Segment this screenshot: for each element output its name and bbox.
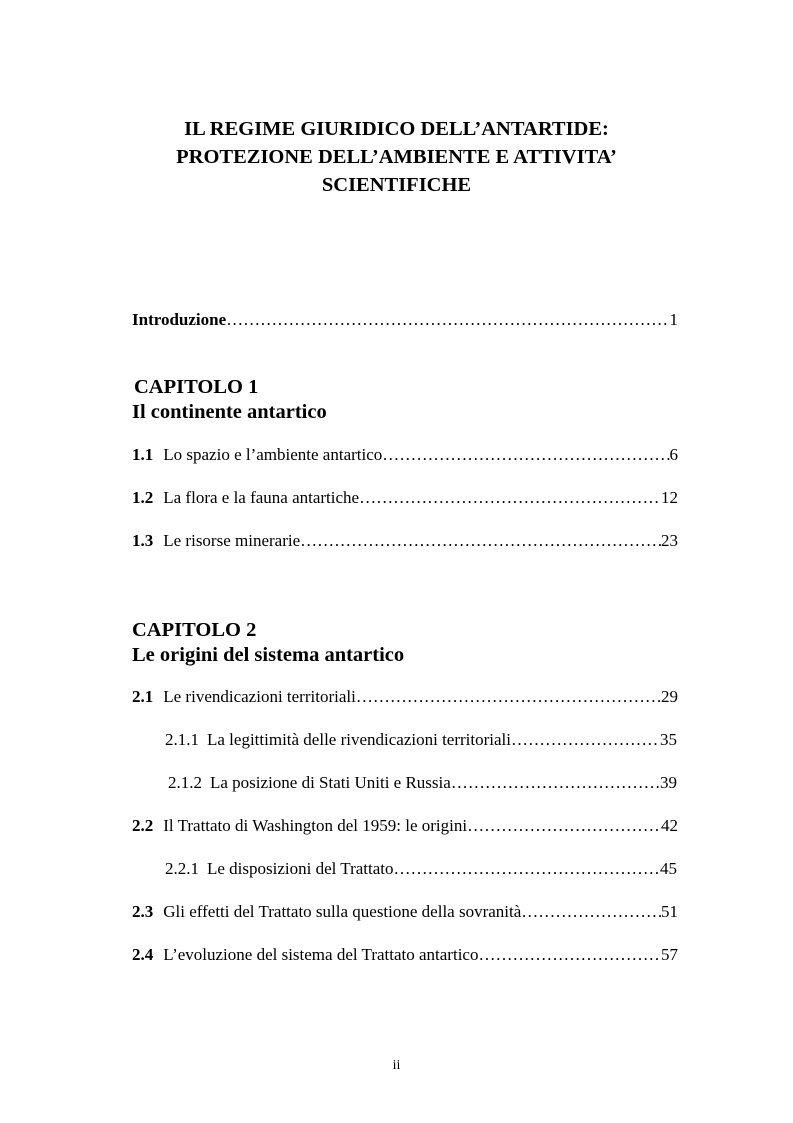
toc-entry-number: 2.1.1 xyxy=(165,730,199,749)
toc-entry-page: 1 xyxy=(669,310,678,329)
toc-entry-page: 12 xyxy=(661,488,678,507)
toc-entry-number: 2.4 xyxy=(132,945,154,964)
toc-leader-dots xyxy=(394,859,660,879)
title-line-1: IL REGIME GIURIDICO DELL’ANTARTIDE: xyxy=(184,118,609,140)
toc-entry-number: 2.1.2 xyxy=(168,773,202,792)
toc-entry[interactable] xyxy=(132,488,678,512)
toc-entry[interactable] xyxy=(132,902,678,926)
toc-entry-number: 1.2 xyxy=(132,488,154,507)
toc-entry-introduzione[interactable] xyxy=(132,310,678,334)
toc-entry-label: La posizione di Stati Uniti e Russia xyxy=(210,773,451,792)
title-line-2: PROTEZIONE DELL’AMBIENTE E ATTIVITA’ xyxy=(176,146,617,168)
toc-leader-dots xyxy=(300,531,661,551)
toc-entry[interactable] xyxy=(132,945,678,969)
toc-entry-page: 6 xyxy=(669,445,678,464)
toc-entry-number: 2.3 xyxy=(132,902,154,921)
toc-entry-page: 45 xyxy=(660,859,677,878)
toc-subentry[interactable] xyxy=(168,773,677,797)
toc-entry-number: 2.1 xyxy=(132,687,154,706)
toc-leader-dots xyxy=(451,773,660,793)
toc-subentry[interactable] xyxy=(165,730,677,754)
toc-entry-label: Gli effetti del Trattato sulla questione della sovranità xyxy=(163,902,522,921)
toc-entry-label: Le rivendicazioni territoriali xyxy=(163,687,356,706)
toc-entry-label: Il Trattato di Washington del 1959: le origini xyxy=(163,816,468,835)
toc-entry-label: La flora e la fauna antartiche xyxy=(163,488,360,507)
toc-leader-dots xyxy=(382,445,669,465)
toc-entry[interactable] xyxy=(132,687,678,711)
toc-entry-page: 35 xyxy=(660,730,677,749)
toc-leader-dots xyxy=(467,816,661,836)
toc-entry[interactable] xyxy=(132,816,678,840)
toc-leader-dots xyxy=(521,902,661,922)
toc-subentry[interactable] xyxy=(165,859,677,883)
toc-leader-dots xyxy=(478,945,661,965)
toc-entry-number: 1.1 xyxy=(132,445,154,464)
toc-entry-page: 42 xyxy=(661,816,678,835)
toc-entry-page: 39 xyxy=(660,773,677,792)
toc-entry-page: 51 xyxy=(661,902,678,921)
toc-leader-dots xyxy=(356,687,661,707)
toc-entry-number: 2.2.1 xyxy=(165,859,199,878)
chapter-2-subtitle: Le origini del sistema antartico xyxy=(132,644,405,666)
toc-entry-number: 1.3 xyxy=(132,531,154,550)
toc-leader-dots xyxy=(359,488,661,508)
toc-entry-page: 57 xyxy=(661,945,678,964)
toc-leader-dots xyxy=(226,310,669,330)
toc-leader-dots xyxy=(511,730,660,750)
title-line-3: SCIENTIFICHE xyxy=(321,174,472,196)
document-title xyxy=(100,115,693,199)
page-number: ii xyxy=(392,1058,401,1073)
toc-entry-label: Le disposizioni del Trattato xyxy=(207,859,394,878)
chapter-1-subtitle: Il continente antartico xyxy=(132,401,327,423)
toc-entry-label: Lo spazio e l’ambiente antartico xyxy=(163,445,383,464)
toc-entry-number: 2.2 xyxy=(132,816,154,835)
toc-entry[interactable] xyxy=(132,531,678,555)
toc-entry-label: La legittimità delle rivendicazioni territoriali xyxy=(207,730,511,749)
toc-entry-label: L’evoluzione del sistema del Trattato antartico xyxy=(163,945,479,964)
toc-entry-page: 29 xyxy=(661,687,678,706)
toc-entry-page: 23 xyxy=(661,531,678,550)
toc-entry[interactable] xyxy=(132,445,678,469)
chapter-2-heading: CAPITOLO 2 xyxy=(132,619,257,641)
chapter-1-heading: CAPITOLO 1 xyxy=(134,376,259,398)
toc-entry-label: Le risorse minerarie xyxy=(163,531,301,550)
toc-entry-label: Introduzione xyxy=(132,310,227,329)
